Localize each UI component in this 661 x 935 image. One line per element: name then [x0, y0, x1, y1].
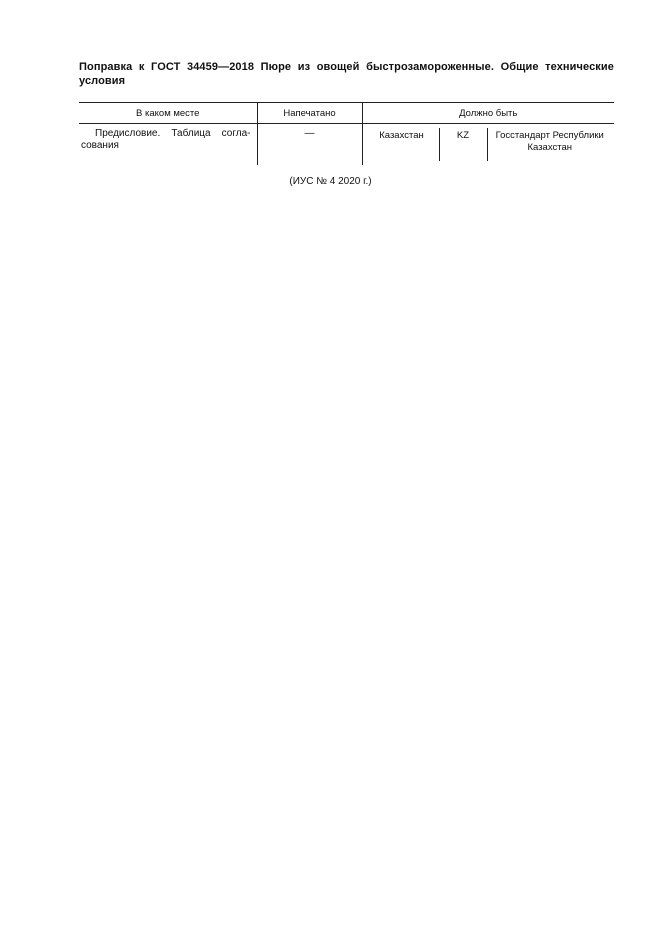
table-header-row — [79, 103, 614, 124]
header-should-be: Должно быть — [362, 103, 614, 124]
cell-where-text: Предисловие. Таблица согла-сования — [81, 128, 251, 151]
source-note: (ИУС № 4 2020 г.) — [289, 176, 372, 187]
cell-should-be-organization: Госстандарт Республики Казахстан — [487, 128, 613, 161]
table-row — [79, 124, 614, 166]
header-where: В каком месте — [79, 103, 257, 124]
cell-should-be — [362, 124, 614, 166]
cell-where — [79, 124, 257, 166]
cell-should-be-code: KZ — [439, 128, 487, 161]
cell-printed: — — [257, 124, 362, 166]
page-title: Поправка к ГОСТ 34459—2018 Пюре из овощей быстрозамороженные. Общие технические условия — [79, 61, 614, 87]
cell-should-be-country: Казахстан — [379, 130, 424, 141]
header-printed: Напечатано — [257, 103, 362, 124]
errata-table — [79, 102, 614, 165]
